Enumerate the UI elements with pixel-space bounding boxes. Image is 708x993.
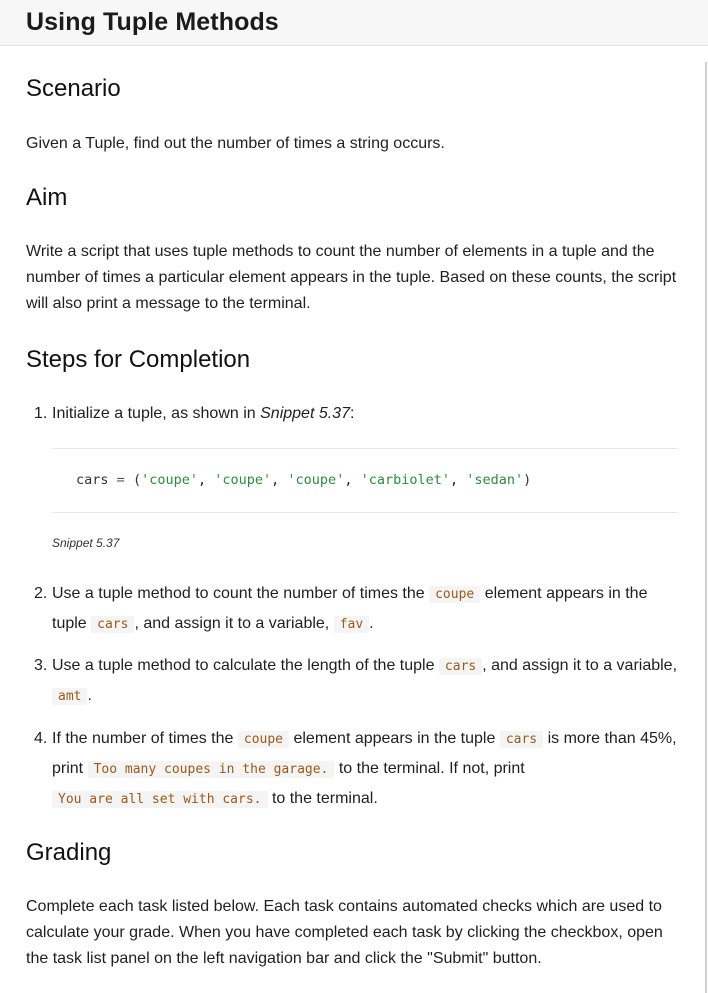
code-operator: = [116,472,125,488]
step-number: 1. [34,405,48,422]
step-number: 4. [34,730,48,747]
step-2 [34,579,678,639]
code-string: 'sedan' [466,472,524,488]
step-text: to the terminal. [267,790,378,807]
inline-code: You are all set with cars. [52,791,268,808]
snippet-reference: Snippet 5.37 [260,405,350,422]
scenario-text: Given a Tuple, find out the number of times a string occurs. [26,135,445,152]
step-text: , and assign it to a variable, [134,615,334,632]
inline-code: cars [91,616,134,633]
step-text: , and assign it to a variable, [482,657,678,674]
step-text: Initialize a tuple, as shown in [52,405,261,422]
code-variable: cars [76,472,109,488]
step-text: to the terminal. If not, print [334,760,525,777]
scenario-heading: Scenario [26,75,121,102]
step-1 [34,399,678,428]
step-3 [34,651,678,711]
code-snippet [52,448,678,513]
inline-code: Too many coupes in the garage. [88,761,335,778]
inline-code: fav [334,616,369,633]
step-number: 3. [34,657,48,674]
code-paren: ) [523,472,532,488]
snippet-caption: Snippet 5.37 [52,536,120,550]
step-text: : [349,405,355,422]
inline-code: cars [500,731,543,748]
step-text: element appears in the tuple [289,730,500,747]
page-title: Using Tuple Methods [26,8,279,36]
code-paren: ( [132,472,142,488]
code-string: 'coupe' [287,472,345,488]
inline-code: amt [52,688,87,705]
grading-heading: Grading [26,839,112,866]
step-number: 2. [34,585,48,602]
inline-code: coupe [238,731,289,748]
inline-code: cars [439,658,482,675]
step-text: is more than 45%, print [52,730,677,777]
inline-code: coupe [429,586,480,603]
code-line: cars = ('coupe', 'coupe', 'coupe', 'carbiolet', 'sedan') [76,472,532,488]
scrollbar-track[interactable] [705,62,707,993]
step-text: . [369,615,374,632]
step-text: Use a tuple method to count the number of times the [52,585,430,602]
step-text: . [87,687,92,704]
code-string: 'coupe' [214,472,272,488]
grading-text: Complete each task listed below. Each task contains automated checks which are used to calculate your grade. When you have completed each task by clicking the checkbox, open the task list panel on the left navigation bar and click the "Submit" button. [26,898,663,967]
step-text: If the number of times the [52,730,238,747]
aim-heading: Aim [26,184,68,211]
step-text: Use a tuple method to calculate the length of the tuple [52,657,439,674]
page-header [0,0,708,46]
aim-text: Write a script that uses tuple methods to count the number of elements in a tuple and the number of times a particular element appears in the tuple. Based on these counts, the script will also print a message to the terminal. [26,243,677,312]
code-string: 'coupe' [141,472,198,488]
step-text: element appears in the tuple [52,585,648,632]
code-string: 'carbiolet' [360,472,450,488]
step-4 [34,724,678,814]
steps-heading: Steps for Completion [26,346,251,373]
